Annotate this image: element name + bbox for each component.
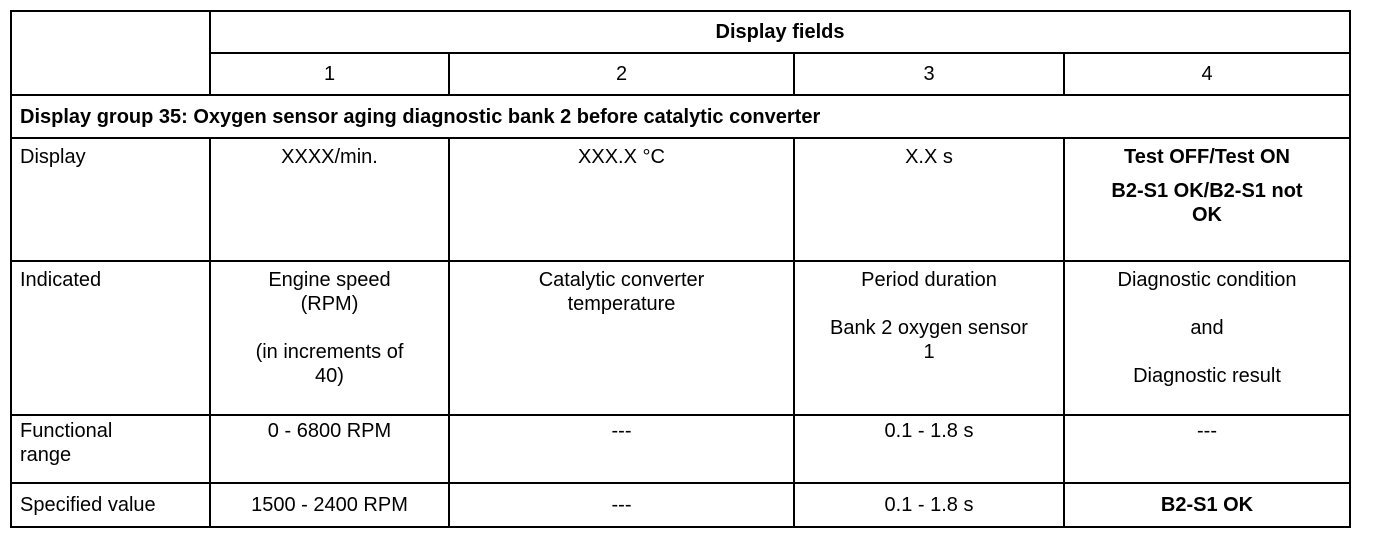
display-field-3: X.X s [794, 138, 1064, 261]
field-number-4: 4 [1064, 53, 1350, 95]
indicated-field-4 [1064, 261, 1350, 415]
header-row-display-fields [11, 11, 1350, 53]
indicated-field-1-line3: (in increments of [255, 341, 404, 363]
table-row-display [11, 138, 1350, 261]
display-group-title: Display group 35: Oxygen sensor aging diagnostic bank 2 before catalytic converter [11, 95, 1350, 138]
indicated-field-2-line2: temperature [567, 293, 676, 315]
indicated-field-1-line2: (RPM) [300, 293, 359, 315]
indicated-field-1-line1: Engine speed [268, 269, 391, 291]
table-row-indicated [11, 261, 1350, 415]
indicated-field-1-line4: 40) [315, 365, 344, 387]
functional-range-field-3: 0.1 - 1.8 s [794, 415, 1064, 483]
display-field-4-line2b: OK [1192, 204, 1222, 226]
functional-range-field-4: --- [1064, 415, 1350, 483]
row-label-functional-range-line1: Functional [20, 420, 113, 442]
indicated-field-4-spacer-2 [1073, 340, 1341, 364]
indicated-field-3-spacer [803, 292, 1055, 316]
field-number-1: 1 [210, 53, 449, 95]
empty-corner-cell [11, 11, 210, 95]
indicated-field-4-spacer-1 [1073, 292, 1341, 316]
row-label-functional-range-line2: range [20, 444, 72, 466]
table-row-specified-value [11, 483, 1350, 527]
indicated-field-2-line1: Catalytic converter [538, 269, 705, 291]
row-label-indicated: Indicated [11, 261, 210, 415]
indicated-field-4-line2: and [1190, 317, 1224, 339]
display-field-4-line1: Test OFF/Test ON [1124, 146, 1290, 168]
header-row-field-numbers [11, 53, 1350, 95]
indicated-field-3 [794, 261, 1064, 415]
group-title-row [11, 95, 1350, 138]
indicated-field-1-spacer [219, 316, 440, 340]
indicated-field-3-line2: Bank 2 oxygen sensor [830, 317, 1028, 339]
display-group-table [10, 10, 1351, 528]
row-label-functional-range [11, 415, 210, 483]
functional-range-field-2: --- [449, 415, 794, 483]
table-row-functional-range [11, 415, 1350, 483]
indicated-field-4-line3: Diagnostic result [1133, 365, 1281, 387]
indicated-field-2 [449, 261, 794, 415]
specified-value-field-4: B2-S1 OK [1064, 483, 1350, 527]
indicated-field-3-line1: Period duration [861, 269, 997, 291]
display-field-1: XXXX/min. [210, 138, 449, 261]
indicated-field-3-line3: 1 [923, 341, 935, 363]
field-number-2: 2 [449, 53, 794, 95]
display-fields-header: Display fields [210, 11, 1350, 53]
indicated-field-1 [210, 261, 449, 415]
display-field-2: XXX.X °C [449, 138, 794, 261]
display-field-4-line2a: B2-S1 OK/B2-S1 not [1111, 180, 1303, 202]
functional-range-field-1: 0 - 6800 RPM [210, 415, 449, 483]
specified-value-field-2: --- [449, 483, 794, 527]
display-field-4-spacer [1073, 169, 1341, 179]
display-field-4 [1064, 138, 1350, 261]
row-label-display: Display [11, 138, 210, 261]
indicated-field-4-line1: Diagnostic condition [1117, 269, 1297, 291]
specified-value-field-1: 1500 - 2400 RPM [210, 483, 449, 527]
field-number-3: 3 [794, 53, 1064, 95]
specified-value-field-3: 0.1 - 1.8 s [794, 483, 1064, 527]
row-label-specified-value: Specified value [11, 483, 210, 527]
